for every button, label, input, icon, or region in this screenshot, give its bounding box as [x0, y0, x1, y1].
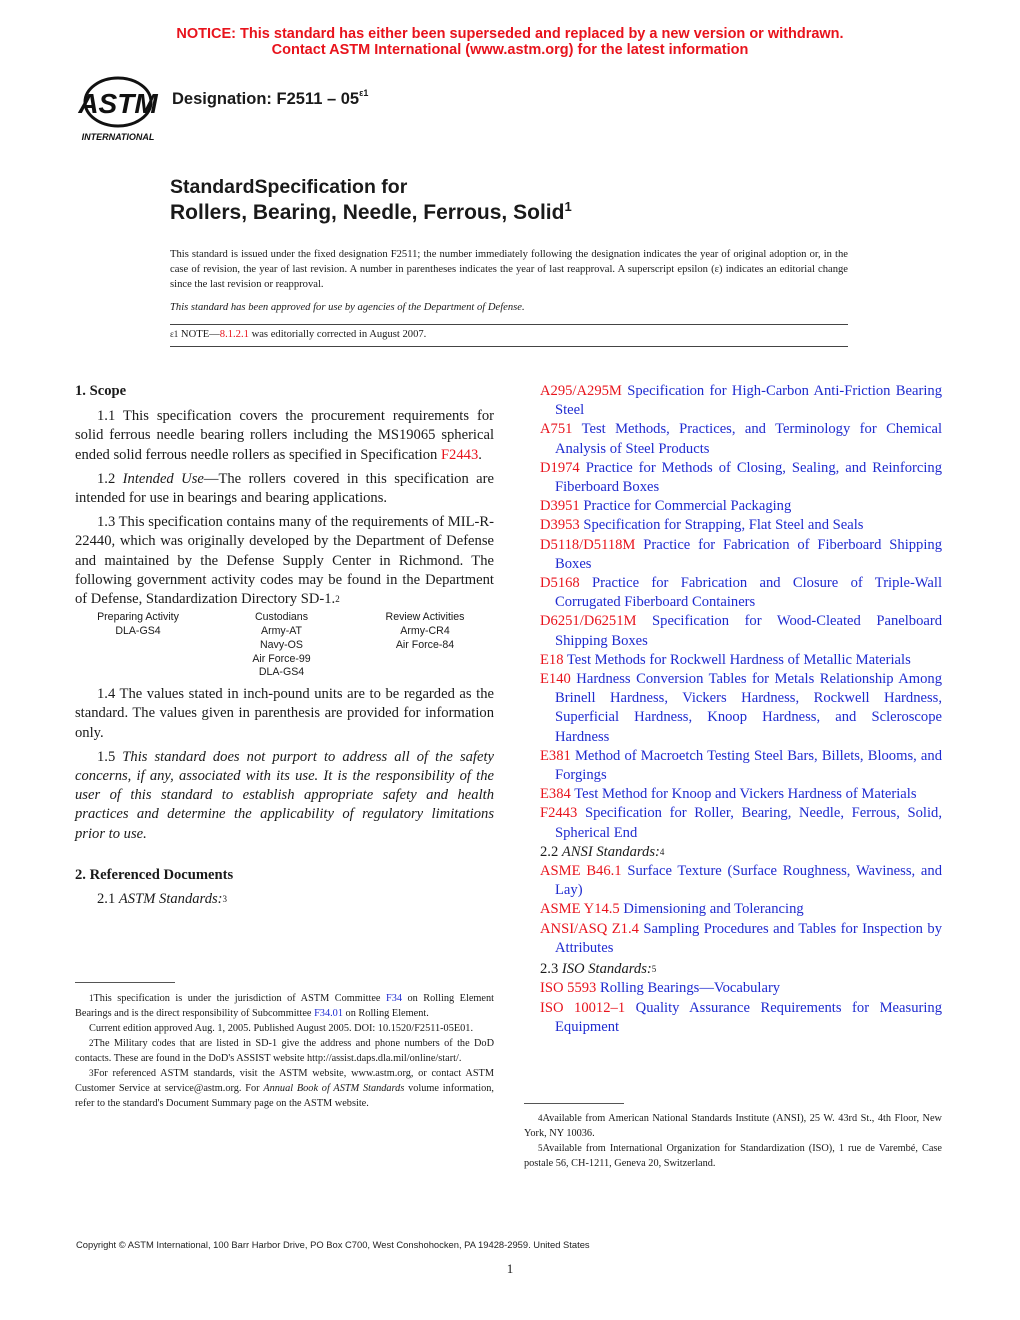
reference-title[interactable]: Specification for Strapping, Flat Steel and Seals [579, 517, 864, 534]
reference-item [540, 516, 942, 535]
reference-item [540, 999, 942, 1037]
reference-code[interactable]: E384 [540, 786, 571, 803]
footnote-3 [75, 1066, 494, 1111]
footnote-rule-right [524, 1103, 624, 1104]
reference-item [540, 920, 942, 958]
reference-title[interactable]: Test Methods for Rockwell Hardness of Metallic Materials [563, 651, 911, 668]
scope-1-2-label: Intended Use [122, 470, 204, 487]
reference-item [540, 382, 942, 420]
review-activity-item: Air Force-84 [395, 638, 455, 651]
editorial-note-suffix: was editorially corrected in August 2007. [248, 329, 427, 340]
note-top-rule [170, 324, 848, 325]
editorial-note-link[interactable]: 8.1.2.1 [219, 329, 249, 340]
iso-standards-number: 2.3 [540, 961, 562, 978]
scope-heading: 1. Scope [75, 383, 127, 399]
scope-1-2-text: —The rollers covered in this specification are intended for use in bearings and bearing applications. [75, 470, 494, 507]
astm-standards-subheading [75, 890, 494, 909]
reference-code[interactable]: E140 [540, 671, 571, 688]
scope-1-3-text: 1.3 This specification contains many of the requirements of MIL-R-22440, which was originally developed by the Department of Defense and maintained by the Defense Supply Center in Richmond. The following government activity codes may be found in the Department of Defense, Standardization Directory SD-1. [75, 514, 494, 608]
ansi-standards-number: 2.2 [540, 843, 562, 860]
astm-reference-list [540, 382, 942, 843]
reference-code[interactable]: D1974 [540, 459, 580, 476]
ansi-standards-subheading [540, 843, 942, 862]
footnote-3-text-a: For referenced ASTM standards, visit the ASTM website, www.astm.org, or contact ASTM Customer Service at service@astm.org. For [75, 1068, 494, 1094]
scope-1-5-number: 1.5 [97, 748, 123, 765]
notice-line-2: Contact ASTM International (www.astm.org) for the latest information [271, 42, 749, 58]
footnote-2-text: The Military codes that are listed in SD-1 give the address and phone numbers of the DoD contacts. These are found in the DoD's ASSIST website http://assist.daps.dla.mil/online/start/. [75, 1038, 494, 1064]
reference-title[interactable]: Dimensioning and Tolerancing [619, 901, 804, 918]
reference-title[interactable]: Practice for Fabrication and Closure of Triple-Wall Corrugated Fiberboard Containers [555, 575, 942, 611]
link-committee-f34[interactable]: F34 [385, 993, 403, 1004]
reference-code[interactable]: D6251/D6251M [540, 613, 637, 630]
footnote-1 [75, 991, 494, 1021]
title-footnote-ref: 1 [564, 199, 572, 214]
link-f2443[interactable]: F2443 [440, 446, 479, 463]
custodian-item: Army-AT [261, 625, 302, 638]
scope-1-5 [75, 748, 494, 844]
title-line-2 [170, 199, 572, 225]
reference-item [540, 574, 942, 612]
footnote-2-marker: 2 [89, 1038, 94, 1048]
reference-code[interactable]: D5118/D5118M [540, 536, 636, 553]
footnotes-right [524, 1111, 942, 1171]
reference-code[interactable]: ISO 5593 [540, 980, 597, 997]
reference-code[interactable]: E18 [540, 651, 564, 668]
iso-standards-label: ISO Standards: [561, 961, 652, 978]
scope-1-3-footnote-ref: 2 [335, 594, 340, 605]
reference-title[interactable]: Method of Macroetch Testing Steel Bars, Billets, Blooms, and Forgings [555, 747, 942, 784]
reference-code[interactable]: D5168 [540, 575, 580, 592]
reference-item [540, 862, 942, 900]
reference-code[interactable]: E381 [540, 747, 571, 764]
reference-title[interactable]: Practice for Methods of Closing, Sealing, and Reinforcing Fiberboard Boxes [555, 459, 942, 496]
custodian-item: Air Force-99 [252, 652, 311, 665]
designation [172, 90, 368, 109]
footnote-5-marker: 5 [538, 1143, 543, 1153]
footnote-1-text-c: on Rolling Element. [342, 1008, 429, 1019]
preparing-activity [83, 611, 193, 680]
withdrawal-notice [0, 26, 1020, 58]
reference-item [540, 420, 942, 458]
reference-item [540, 979, 942, 998]
reference-code[interactable]: ASME B46.1 [540, 863, 622, 880]
scope-1-4: 1.4 The values stated in inch-pound units are to be regarded as the standard. The values given in parenthesis are provided for information only. [75, 686, 494, 741]
reference-code[interactable]: F2443 [540, 805, 578, 822]
reference-item [540, 612, 942, 650]
reference-title[interactable]: Practice for Commercial Packaging [579, 498, 792, 515]
custodians [227, 611, 337, 680]
footnote-3-text-b: volume information, refer to the standard's Document Summary page on the ASTM website. [75, 1083, 494, 1109]
reference-item [540, 747, 942, 785]
ansi-standards-label: ANSI Standards: [561, 843, 660, 860]
ansi-standards-footnote-ref: 4 [659, 846, 665, 857]
notice-line-1: NOTICE: This standard has either been superseded and replaced by a new version or withdrawn. [176, 26, 844, 42]
footnote-rule-left [75, 982, 175, 983]
reference-title[interactable]: Specification for Wood-Cleated Panelboard Shipping Boxes [555, 613, 942, 649]
footnote-4 [524, 1111, 942, 1141]
reference-code[interactable]: A751 [540, 421, 573, 438]
astm-standards-label: ASTM Standards: [118, 891, 223, 908]
footnote-1-text-a: This specification is under the jurisdiction of ASTM Committee [93, 993, 386, 1004]
scope-1-5-text: This standard does not purport to address all of the safety concerns, if any, associated with its use. It is the responsibility of the user of this standard to establish appropriate safety and health practices and determine the applicability of regulatory limitations prior to use. [75, 748, 494, 842]
reference-title[interactable]: Surface Texture (Surface Roughness, Waviness, and Lay) [555, 863, 943, 899]
astm-standards-number: 2.1 [97, 891, 119, 908]
footnote-4-marker: 4 [538, 1113, 543, 1123]
logo-letters: ASTM [78, 88, 158, 119]
reference-code[interactable]: ISO 10012–1 [540, 999, 626, 1016]
reference-code[interactable]: D3953 [540, 517, 580, 534]
reference-item [540, 785, 942, 804]
reference-title[interactable]: Hardness Conversion Tables for Metals Relationship Among Brinell Hardness, Vickers Hardness, Rockwell Hardness, Superficial Hardness, Knoop Hardness, and Scleroscope Hardness [555, 671, 942, 745]
reference-title[interactable]: Sampling Procedures and Tables for Inspection by Attributes [555, 920, 942, 956]
reference-title[interactable]: Test Method for Knoop and Vickers Hardness of Materials [570, 786, 917, 803]
reference-code[interactable]: ANSI/ASQ Z1.4 [540, 920, 639, 937]
footnotes-left [75, 991, 494, 1111]
review-activities [370, 611, 480, 680]
designation-superscript: ε1 [359, 88, 369, 98]
reference-code[interactable]: A295/A295M [540, 383, 622, 399]
review-activity-item: Army-CR4 [400, 625, 450, 638]
reference-item [540, 497, 942, 516]
reference-code[interactable]: ASME Y14.5 [540, 901, 620, 918]
scope-1-2 [75, 470, 494, 508]
reference-title[interactable]: Practice for Fabrication of Fiberboard Shipping Boxes [555, 536, 942, 572]
reference-item [540, 459, 942, 497]
editorial-note-epsilon: ε1 [170, 329, 179, 339]
reference-title[interactable]: Quality Assurance Requirements for Measuring Equipment [555, 999, 942, 1035]
reference-title[interactable]: Specification for Roller, Bearing, Needle, Ferrous, Solid, Spherical End [555, 805, 942, 841]
reference-item [540, 536, 942, 574]
scope-1-1 [75, 407, 494, 465]
designation-text: Designation: F2511 – 05 [172, 90, 360, 108]
preparing-activity-header: Preparing Activity [97, 611, 179, 624]
footnote-1-marker: 1 [89, 993, 94, 1003]
preparing-activity-item: DLA-GS4 [115, 625, 161, 638]
editorial-note-prefix: NOTE— [178, 329, 220, 340]
link-subcommittee-f34-01[interactable]: F34.01 [314, 1008, 343, 1019]
custodian-item: DLA-GS4 [258, 666, 305, 679]
reference-title[interactable]: Specification for High-Carbon Anti-Friction Bearing Steel [555, 383, 942, 419]
title-line-2-text: Rollers, Bearing, Needle, Ferrous, Solid [170, 201, 565, 224]
footnote-1-text-b: on Rolling Element Bearings and is the direct responsibility of Subcommittee [75, 993, 494, 1019]
scope-1-1-end: . [478, 446, 482, 463]
scope-1-1-text: 1.1 This specification covers the procurement requirements for solid ferrous needle bearing rollers including the MS19065 spherical ended solid ferrous needle rollers as specified in Specification [75, 408, 494, 463]
reference-item [540, 670, 942, 747]
footnote-5-text: Available from International Organization for Standardization (ISO), 1 rue de Varembé, Case postale 56, CH-1211, Geneva 20, Switzerland. [524, 1143, 942, 1169]
astm-logo [74, 76, 160, 144]
issuance-note: This standard is issued under the fixed designation F2511; the number immediately following the designation indicates the year of original adoption or, in the case of revision, the year of last revision. A number in parentheses indicates the year of last reapproval. A superscript epsilon (ε) indicates an editorial change since the last revision or reapproval. [170, 249, 848, 290]
footnote-2 [75, 1036, 494, 1066]
custodian-item: Navy-OS [260, 638, 303, 651]
page-number: 1 [506, 1261, 514, 1276]
logo-caption: INTERNATIONAL [81, 132, 155, 142]
footnote-3-marker: 3 [89, 1068, 94, 1078]
activity-codes-table [75, 611, 494, 680]
reference-title[interactable]: Rolling Bearings—Vocabulary [596, 980, 781, 997]
scope-1-2-number: 1.2 [97, 470, 123, 487]
review-activities-header: Review Activities [385, 611, 465, 624]
reference-item [540, 651, 942, 670]
left-column [75, 382, 494, 914]
footnote-4-text: Available from American National Standards Institute (ANSI), 25 W. 43rd St., 4th Floor, New York, NY 10036. [524, 1113, 942, 1139]
title-line-1: StandardSpecification for [170, 176, 408, 198]
footnote-3-italic: Annual Book of ASTM Standards [263, 1083, 405, 1094]
custodians-header: Custodians [255, 611, 308, 624]
copyright-footer: Copyright © ASTM International, 100 Barr Harbor Drive, PO Box C700, West Conshohocken, PA 19428-2959. United States [76, 1239, 590, 1250]
right-column [540, 382, 942, 1037]
reference-code[interactable]: D3951 [540, 498, 580, 515]
iso-standards-subheading [540, 960, 942, 979]
reference-item [540, 804, 942, 842]
astm-standards-footnote-ref: 3 [222, 894, 228, 905]
referenced-documents-heading: 2. Referenced Documents [75, 866, 234, 883]
footnote-5 [524, 1141, 942, 1171]
note-bottom-rule [170, 346, 848, 347]
footnote-1-edition: Current edition approved Aug. 1, 2005. Published August 2005. DOI: 10.1520/F2511-05E01. [89, 1023, 474, 1034]
reference-title[interactable]: Test Methods, Practices, and Terminology for Chemical Analysis of Steel Products [555, 421, 942, 457]
iso-standards-footnote-ref: 5 [651, 964, 657, 975]
editorial-note [170, 329, 426, 340]
scope-1-3 [75, 513, 494, 609]
reference-item [540, 900, 942, 919]
dod-approval-note: This standard has been approved for use by agencies of the Department of Defense. [170, 302, 525, 313]
